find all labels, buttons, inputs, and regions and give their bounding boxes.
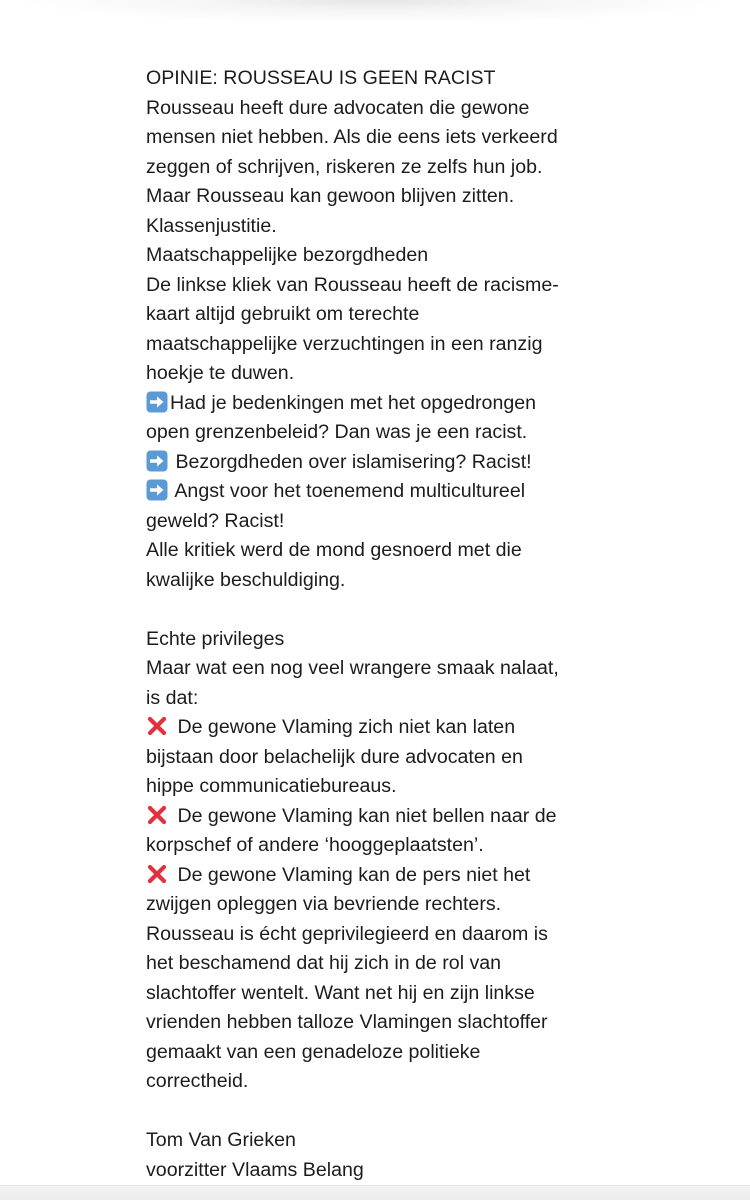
cross-item-text: hippe communicatiebureaus. <box>146 775 397 797</box>
cross-item-text: De gewone Vlaming kan de pers niet het <box>172 863 531 886</box>
para1-line: Rousseau heeft dure advocaten die gewone <box>146 96 530 119</box>
para5-line: slachtoffer wentelt. Want net hij en zijn linkse <box>146 981 535 1004</box>
note-title: OPINIE: ROUSSEAU IS GEEN RACIST <box>146 67 496 89</box>
right-arrow-emoji-icon <box>146 450 168 472</box>
right-arrow-emoji-icon <box>146 479 168 501</box>
cross-mark-emoji-icon <box>146 863 168 885</box>
signature-name: Tom Van Grieken <box>146 1129 296 1151</box>
arrow-item-text: open grenzenbeleid? Dan was je een racist. <box>146 421 528 443</box>
cross-item-text: bijstaan door belachelijk dure advocaten en <box>146 745 523 768</box>
para1-line: Maar Rousseau kan gewoon blijven zitten. <box>146 185 515 207</box>
top-shadow <box>0 0 750 40</box>
arrow-item-text: Had je bedenkingen met het opgedrongen <box>170 391 537 414</box>
section-heading-bezorgdheden: Maatschappelijke bezorgdheden <box>146 244 429 266</box>
cross-list-item <box>146 861 616 891</box>
arrow-list-item <box>146 477 616 507</box>
para2-line: maatschappelijke verzuchtingen in een ranzig <box>146 332 543 355</box>
cross-item-text: De gewone Vlaming kan niet bellen naar de <box>172 804 557 827</box>
para3-line: kwalijke beschuldiging. <box>146 568 346 591</box>
para4-line: is dat: <box>146 686 199 709</box>
para4-line: Maar wat een nog veel wrangere smaak nalaat, <box>146 657 559 679</box>
para2-line: kaart altijd gebruikt om terechte <box>146 303 420 325</box>
right-arrow-emoji-icon <box>146 391 168 413</box>
para3-line: Alle kritiek werd de mond gesnoerd met die <box>146 539 522 561</box>
section-heading-privileges: Echte privileges <box>146 627 285 650</box>
blank-line <box>146 595 616 625</box>
cross-item-text: De gewone Vlaming zich niet kan laten <box>172 716 516 738</box>
arrow-item-text: Angst voor het toenemend multicultureel <box>170 480 526 502</box>
para2-line: hoekje te duwen. <box>146 362 295 384</box>
arrow-item-text: geweld? Racist! <box>146 509 285 532</box>
para5-line: vrienden hebben talloze Vlamingen slachtoffer <box>146 1011 548 1033</box>
cross-item-text: zwijgen opleggen via bevriende rechters. <box>146 893 502 915</box>
para2-line: De linkse kliek van Rousseau heeft de racisme- <box>146 273 559 296</box>
para5-line: correctheid. <box>146 1070 249 1092</box>
arrow-item-text: Bezorgdheden over islamisering? Racist! <box>170 450 532 473</box>
para5-line: Rousseau is écht geprivilegieerd en daarom is <box>146 922 548 945</box>
para1-line: zeggen of schrijven, riskeren ze zelfs hun job. <box>146 155 543 178</box>
bottom-toolbar-edge <box>0 1185 750 1200</box>
cross-mark-emoji-icon <box>146 804 168 826</box>
cross-list-item <box>146 802 616 832</box>
cross-item-text: korpschef of andere ‘hooggeplaatsten’. <box>146 834 484 856</box>
para1-line: mensen niet hebben. Als die eens iets verkeerd <box>146 126 558 148</box>
cross-mark-emoji-icon <box>146 715 168 737</box>
arrow-list-item <box>146 389 616 419</box>
signature-role: voorzitter Vlaams Belang <box>146 1158 364 1181</box>
arrow-list-item <box>146 448 616 478</box>
para5-line: gemaakt van een genadeloze politieke <box>146 1040 481 1063</box>
cross-list-item <box>146 713 616 743</box>
blank-line <box>146 1097 616 1127</box>
para1-line: Klassenjustitie. <box>146 214 277 237</box>
note-body <box>146 64 616 1185</box>
para5-line: het beschamend dat hij zich in de rol van <box>146 952 502 974</box>
